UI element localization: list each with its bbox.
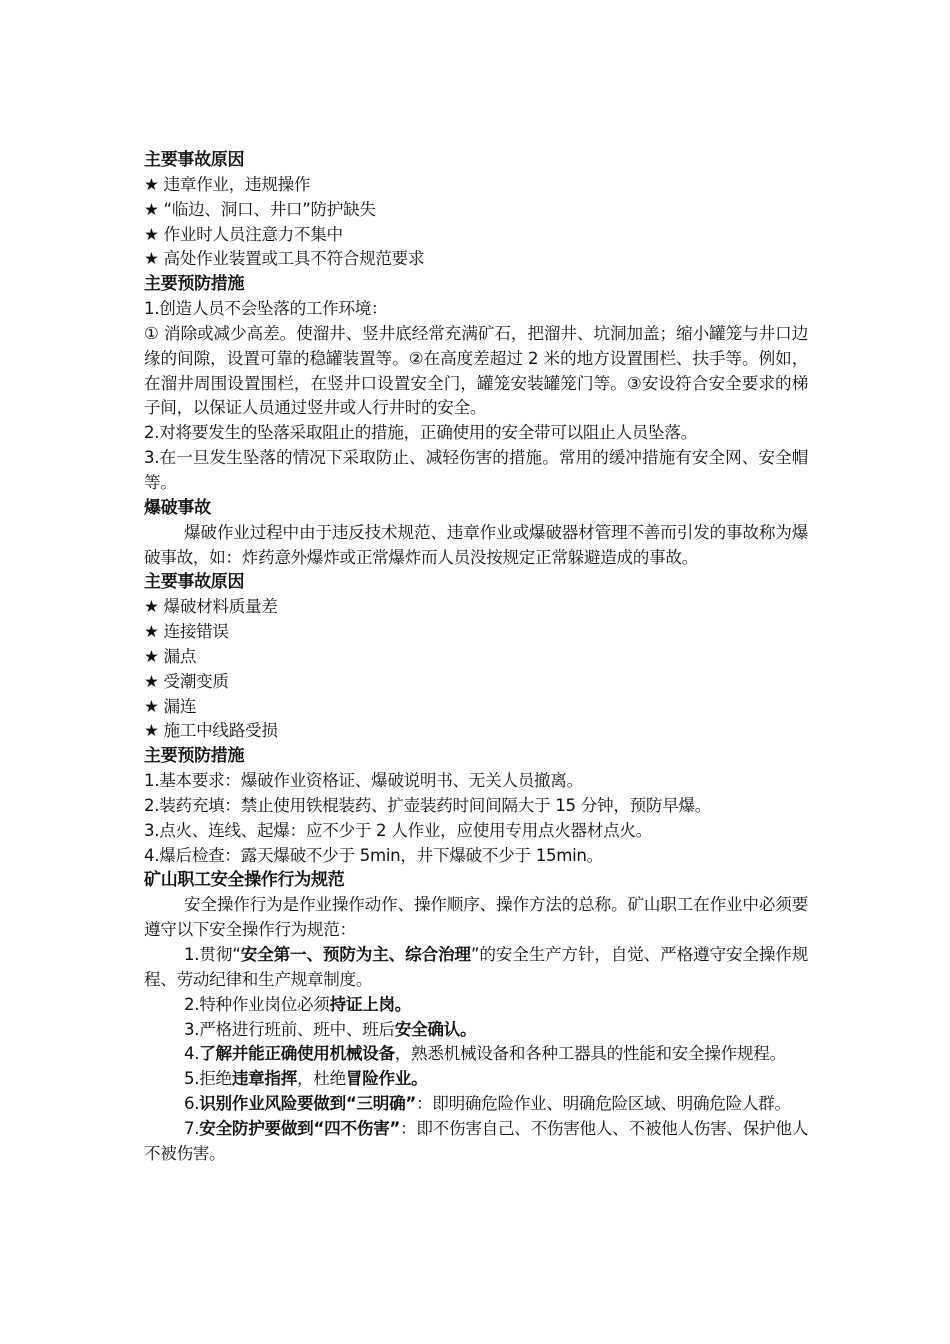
rule-item: [144, 1092, 808, 1117]
text: 1.贯彻“: [184, 945, 241, 964]
emphasis: 了解并能正确使用机械设备: [199, 1044, 395, 1064]
paragraph: 1.基本要求：爆破作业资格证、爆破说明书、无关人员撤离。: [144, 771, 583, 791]
rule-item: [144, 1042, 808, 1067]
list-item: ★ 漏点: [144, 646, 197, 666]
paragraph: 4.爆后检查：露天爆破不少于 5min，井下爆破不少于 15min。: [144, 845, 603, 865]
paragraph: 爆破作业过程中由于违反技术规范、违章作业或爆破器材管理不善而引发的事故称为爆破事故，如：炸药意外爆炸或正常爆炸而人员没按规定正常躲避造成的事故。: [144, 522, 808, 567]
list-item: ★ 高处作业装置或工具不符合规范要求: [144, 249, 425, 269]
text: 2.特种作业岗位必须: [184, 994, 330, 1014]
text: 6.: [184, 1094, 200, 1114]
paragraph: 2.装药充填：禁止使用铁棍装药、扩壶装药时间间隔大于 15 分钟，预防早爆。: [144, 795, 712, 815]
list-item: ★ 漏连: [144, 696, 197, 716]
text: ，熟悉机械设备和各种工器具的性能和安全操作规程。: [394, 1044, 786, 1064]
list-item: ★ 受潮变质: [144, 671, 229, 691]
list-item: ★ 连接错误: [144, 622, 229, 642]
rule-item: [144, 1018, 808, 1043]
paragraph: 3.点火、连线、起爆：应不少于 2 人作业，应使用专用点火器材点火。: [144, 820, 652, 840]
emphasis: 持证上岗。: [329, 994, 412, 1014]
rule-item: [144, 943, 808, 993]
emphasis: 安全防护要做到“四不伤害”: [199, 1118, 401, 1138]
section-heading: 矿山职工安全操作行为规范: [144, 870, 345, 891]
paragraph: 3.在一旦发生坠落的情况下采取防止、减轻伤害的措施。常用的缓冲措施有安全网、安全帽等。: [144, 448, 808, 492]
emphasis: 识别作业风险要做到“三明确”: [199, 1094, 416, 1114]
emphasis: 安全确认。: [394, 1019, 477, 1039]
section-heading: 爆破事故: [144, 497, 211, 518]
list-item: ★ 作业时人员注意力不集中: [144, 224, 343, 244]
paragraph: ① 消除或减少高差。使溜井、竖井底经常充满矿石，把溜井、坑洞加盖；缩小罐笼与井口边缘的间隙，设置可靠的稳罐装置等。②在高度差超过 2 米的地方设置围栏、扶手等。例如，在溜井周围设置围栏，在竖井口设置安全门，罐笼安装罐笼门等。③安设符合安全要求的梯子间，以保证人员通过竖井或人行井时的安全。: [144, 323, 808, 418]
emphasis: 冒险作业。: [345, 1069, 428, 1089]
section-heading: 主要事故原因: [144, 572, 245, 593]
paragraph: 1.创造人员不会坠落的工作环境：: [144, 299, 388, 319]
list-item: ★ 爆破材料质量差: [144, 597, 278, 617]
rule-item: [144, 1117, 808, 1167]
paragraph: 2.对将要发生的坠落采取阻止的措施，正确使用的安全带可以阻止人员坠落。: [144, 423, 697, 443]
text: 4.: [184, 1044, 200, 1064]
list-item: ★ 施工中线路受损: [144, 721, 278, 741]
text: 5.拒绝: [184, 1069, 232, 1089]
text: 3.严格进行班前、班中、班后: [184, 1019, 395, 1039]
list-item: ★ “临边、洞口、井口”防护缺失: [144, 199, 376, 219]
text: 7.: [184, 1118, 200, 1138]
text: ”的安全生产方针，自觉、严格遵守安全操作规程、劳动纪律和生产规章制度。: [144, 945, 808, 989]
section-heading: 主要预防措施: [144, 746, 245, 767]
text: ，杜绝: [297, 1069, 346, 1089]
emphasis: 安全第一、预防为主、综合治理: [240, 945, 471, 964]
rule-item: [144, 993, 808, 1018]
list-item: ★ 违章作业，违规操作: [144, 174, 311, 194]
document-body: [144, 148, 808, 1167]
rule-item: [144, 1067, 808, 1092]
emphasis: 违章指挥: [231, 1069, 298, 1089]
text: ：即明确危险作业、明确危险区域、明确危险人群。: [415, 1094, 791, 1114]
text: ：即不伤害自己、不伤害他人、不被他人伤害、保护他人不被伤害。: [144, 1118, 808, 1163]
section-heading: 主要预防措施: [144, 274, 245, 295]
paragraph: 安全操作行为是作业操作动作、操作顺序、操作方法的总称。矿山职工在作业中必须要遵守以下安全操作行为规范：: [144, 895, 808, 940]
section-heading: 主要事故原因: [144, 150, 245, 170]
